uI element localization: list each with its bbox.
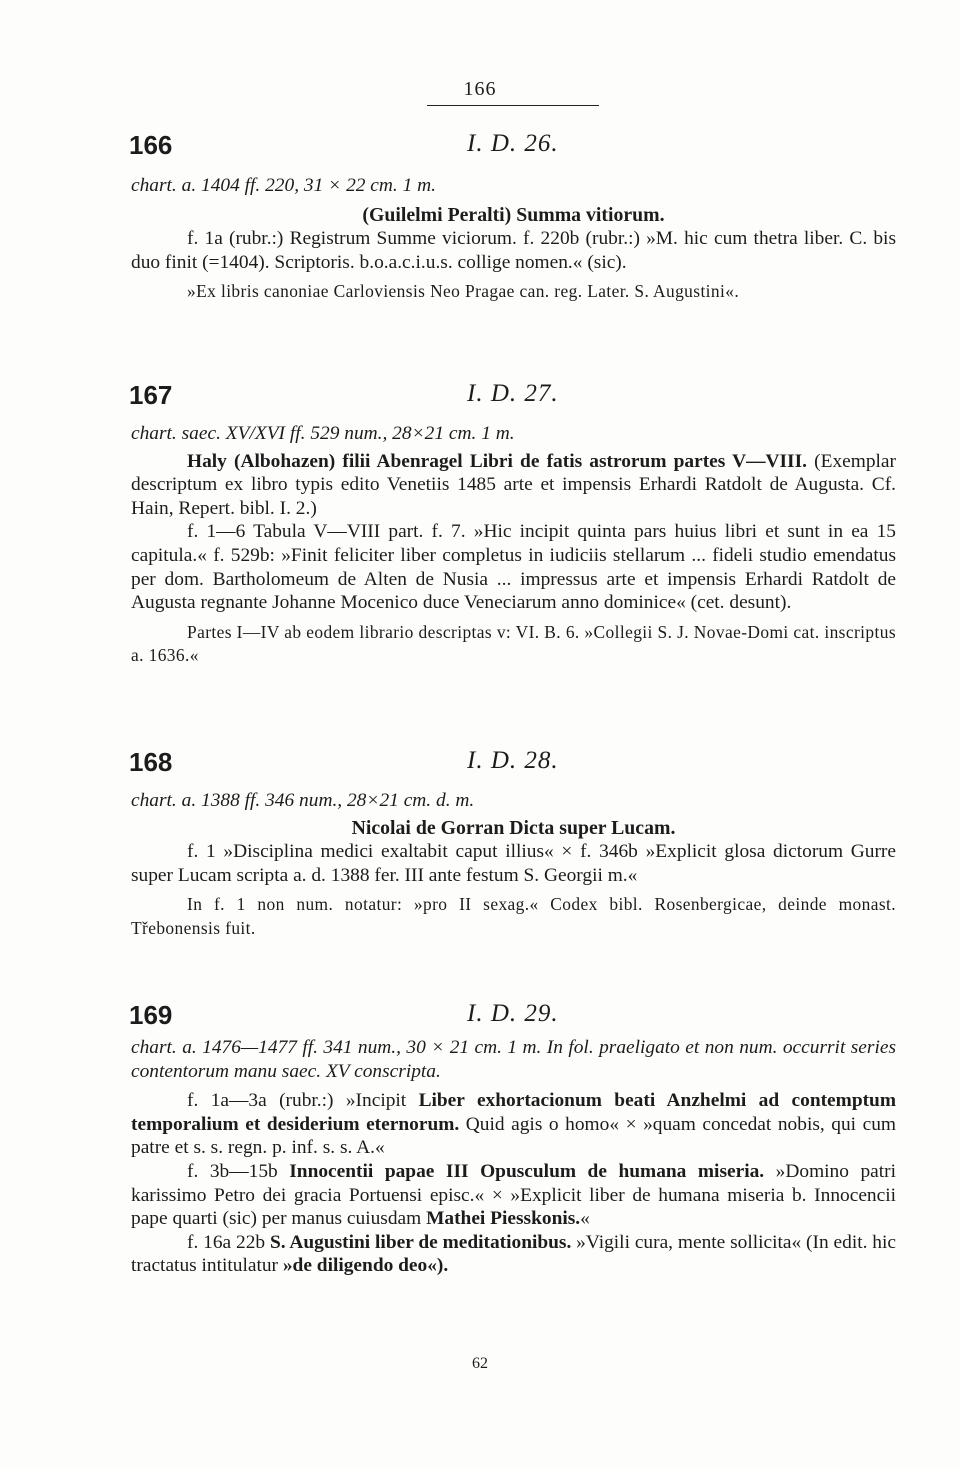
item-title: Innocentii papae III Opusculum de humana miseria.	[289, 1160, 765, 1182]
entry-text: f. 1a (rubr.:) Registrum Summe viciorum. f. 220b (rubr.:) »M. hic cum thetra liber. C. bis duo finit (=1404). Scriptoris. b.o.a.c.i.u.s. collige nomen.« (sic).	[131, 228, 896, 273]
content-item-3	[131, 1231, 896, 1278]
shelfmark: I. D. 26.	[467, 130, 559, 157]
entry-168	[131, 747, 896, 941]
incipit-note: »Vigili cura, mente sollicita« (In edit. hic tractatus intitulatur	[131, 1231, 896, 1277]
entry-number: 169	[129, 1000, 173, 1030]
shelfmark: I. D. 29.	[467, 1000, 559, 1027]
entry-166	[131, 130, 896, 304]
physical-description: chart. a. 1404 ff. 220, 31 × 22 cm. 1 m.	[131, 175, 437, 196]
entry-number: 168	[129, 747, 173, 777]
provenance-note: »Ex libris canoniae Carloviensis Neo Pragae can. reg. Later. S. Augustini«.	[187, 281, 740, 302]
incipit-explicit: Quid agis o homo« × »quam concedat nobis, qui cum patre et s. s. regn. p. inf. s. s. A.«	[131, 1113, 896, 1159]
entry-title-paragraph	[131, 450, 896, 521]
entry-text: f. 1 »Disciplina medici exaltabit caput illius« × f. 346b »Explicit glosa dictorum Gurre super Lucam scripta a. d. 1388 fer. III ante festum S. Georgii m.«	[131, 841, 896, 886]
edition-title: »de diligendo deo«).	[282, 1255, 449, 1277]
folio-range: f. 1a—3a (rubr.:) »Incipit	[187, 1090, 419, 1112]
folio-range: f. 16a 22b	[187, 1231, 270, 1253]
entry-text: f. 1—6 Tabula V—VIII part. f. 7. »Hic incipit quinta pars huius libri et sunt in ea 15 capitula.« f. 529b: »Finit feliciter liber completus in iudiciis stellarum ... fideli studio emendatus per dom. Bartholomeum de Alten de Nusia ... impressus arte et impensis Erhardi Ratdolt de Augusta regnante Johanne Mocenico duce Veneciarum anno dominice« (cet. desunt).	[131, 521, 896, 614]
work-title: Nicolai de Gorran Dicta super Lucam.	[351, 816, 676, 839]
shelfmark: I. D. 27.	[467, 380, 559, 407]
entry-167	[131, 380, 896, 668]
incipit-explicit: »Domino patri karissimo Petro dei gracia Portuensi episc.« × »Explicit liber de humana miseria b. Innocencii pape quarti (sic) per manus cuiusdam	[131, 1160, 896, 1230]
shelfmark: I. D. 28.	[467, 747, 559, 774]
provenance-note: In f. 1 non num. notatur: »pro II sexag.« Codex bibl. Rosenbergicae, deinde monast. Třebonensis fuit.	[131, 894, 896, 938]
closing-quote: «	[580, 1208, 590, 1230]
scribe-name: Mathei Piesskonis.	[426, 1208, 581, 1230]
running-page-number: 166	[463, 78, 497, 100]
physical-description: chart. saec. XV/XVI ff. 529 num., 28×21 cm. 1 m.	[131, 423, 515, 444]
content-item-1	[131, 1089, 896, 1160]
related-note: Partes I—IV ab eodem librario descriptas v: VI. B. 6. »Collegii S. J. Novae-Domi cat. inscriptus a. 1636.«	[131, 621, 896, 666]
physical-description: chart. a. 1388 ff. 346 num., 28×21 cm. d. m.	[131, 790, 475, 811]
folio-number: 62	[472, 1355, 488, 1372]
entry-number: 166	[129, 130, 173, 160]
work-title: Haly (Albohazen) filii Abenragel Libri de fatis astrorum partes V—VIII.	[187, 450, 807, 472]
item-title: S. Augustini liber de meditationibus.	[269, 1231, 572, 1253]
work-title: (Guilelmi Peralti) Summa vitiorum.	[362, 203, 665, 226]
content-item-2	[131, 1160, 896, 1231]
entry-169	[131, 1000, 896, 1278]
header-rule	[427, 105, 599, 106]
physical-description: chart. a. 1476—1477 ff. 341 num., 30 × 21 cm. 1 m. In fol. praeligato et non num. occurrit series contentorum manu saec. XV conscripta.	[131, 1037, 896, 1082]
item-title: Liber exhortacionum beati Anzhelmi ad contemptum temporalium et desiderium eternorum.	[131, 1090, 896, 1135]
edition-note: (Exemplar descriptum ex libro typis edito Venetiis 1485 arte et impensis Erhardi Ratdolt de Augusta. Cf. Hain, Repert. bibl. I. 2.)	[131, 450, 896, 519]
entry-number: 167	[129, 380, 173, 410]
folio-range: f. 3b—15b	[187, 1160, 290, 1182]
